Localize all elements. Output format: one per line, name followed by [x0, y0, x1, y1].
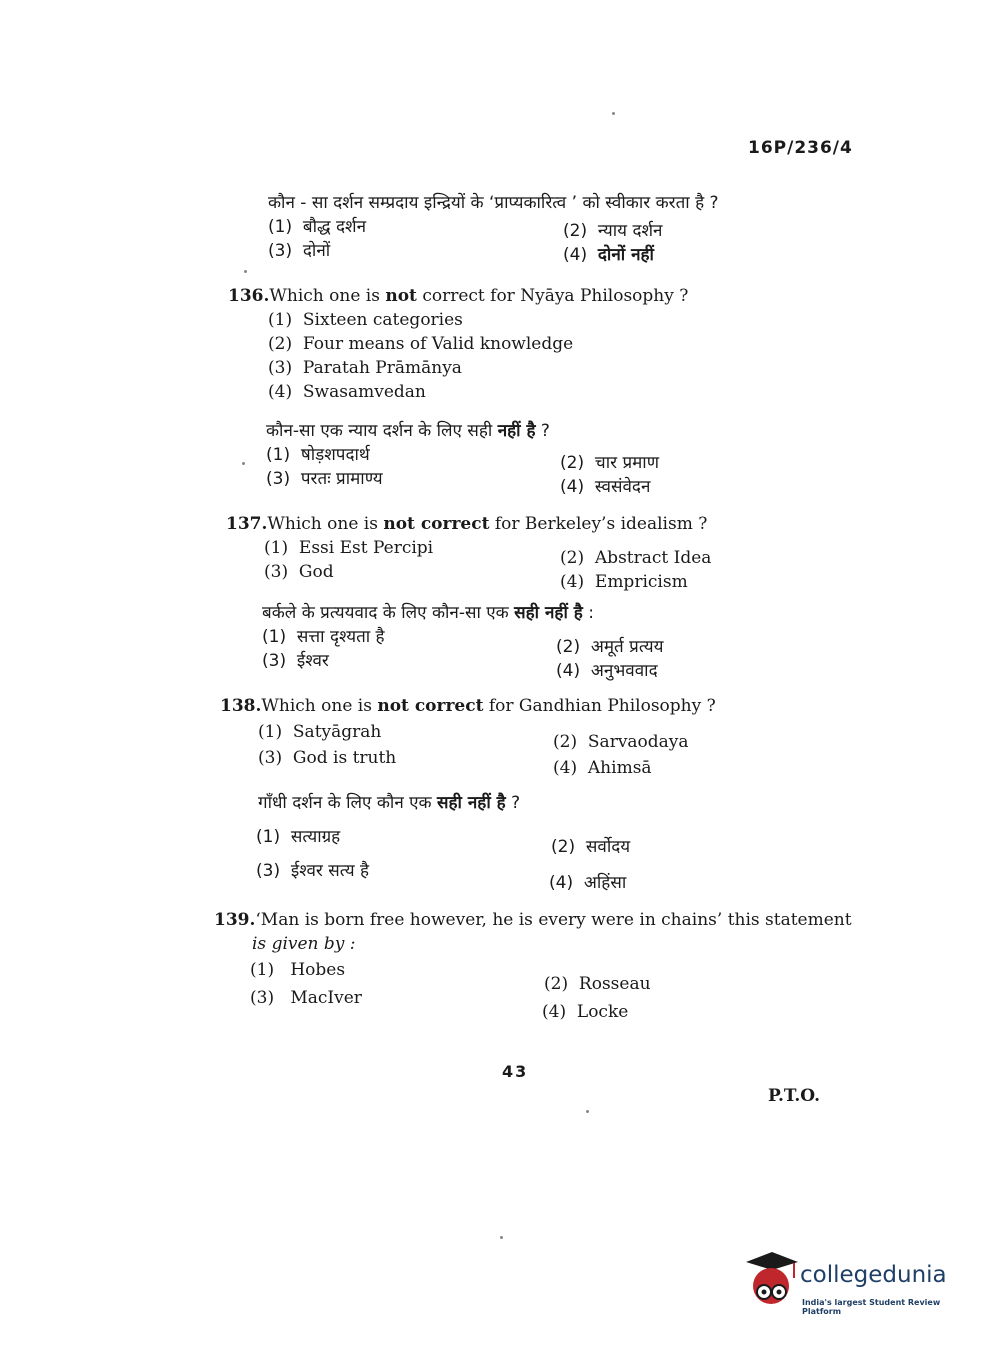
option-num: (2) — [556, 637, 581, 657]
q138-option-4 — [553, 758, 652, 778]
option-num: (4) — [553, 758, 578, 778]
option-num: (3) — [256, 861, 281, 881]
q137-option-3 — [264, 562, 334, 582]
question-emphasis: सही नहीं है — [437, 793, 506, 813]
q138-hindi-option-3 — [256, 858, 369, 881]
option-text: ईश्वर सत्य है — [290, 861, 369, 881]
q137-option-1 — [264, 538, 433, 558]
q135-hindi-option-3 — [268, 238, 330, 261]
option-text: Hobes — [290, 960, 346, 980]
option-num: (2) — [544, 974, 569, 994]
question-text: गाँधी दर्शन के लिए कौन एक — [258, 793, 438, 813]
option-text: सर्वोदय — [585, 837, 631, 857]
q138-question — [220, 696, 716, 716]
option-num: (2) — [563, 221, 588, 241]
q135-hindi-option-1 — [268, 214, 366, 237]
option-num: (4) — [542, 1002, 567, 1022]
option-num: (1) — [256, 827, 281, 847]
question-number: 138. — [220, 696, 262, 716]
question-text: Which one is — [261, 696, 378, 716]
option-num: (2) — [268, 334, 293, 354]
option-text: Empricism — [594, 572, 688, 592]
question-emphasis: नहीं है — [497, 421, 536, 441]
q136-hindi-option-2 — [560, 450, 659, 473]
pto-label: P.T.O. — [768, 1086, 820, 1106]
option-num: (3) — [268, 241, 293, 261]
question-text: ‘Man is born free however, he is every were in chains’ this statement — [255, 910, 852, 930]
q138-option-1 — [258, 722, 381, 742]
option-num: (3) — [266, 469, 291, 489]
question-text: for Gandhian Philosophy ? — [483, 696, 716, 716]
q136-question — [228, 286, 688, 306]
page-number: 43 — [502, 1062, 529, 1081]
option-text: Rosseau — [578, 974, 651, 994]
q139-option-4 — [542, 1002, 628, 1022]
question-text: ? — [505, 793, 521, 813]
option-num: (3) — [262, 651, 287, 671]
option-text: ईश्वर — [296, 651, 329, 671]
q135-hindi-option-4 — [563, 242, 654, 265]
question-emphasis: not correct — [383, 514, 490, 534]
option-num: (2) — [551, 837, 576, 857]
option-num: (3) — [268, 358, 293, 378]
question-text: Which one is — [267, 514, 384, 534]
option-num: (1) — [258, 722, 283, 742]
question-text: ? — [535, 421, 550, 441]
q138-hindi-option-4 — [549, 870, 626, 893]
paper-code: 16P/236/4 — [748, 138, 853, 158]
option-num: (1) — [266, 445, 291, 465]
option-text: स्वसंवेदन — [594, 477, 651, 497]
option-text: सत्याग्रह — [290, 827, 341, 847]
q136-hindi-option-1 — [266, 442, 370, 465]
option-text: दोनों नहीं — [597, 245, 654, 265]
option-num: (1) — [264, 538, 289, 558]
option-text: चार प्रमाण — [594, 453, 659, 473]
q137-option-2 — [560, 548, 711, 568]
q137-question — [226, 514, 707, 534]
q138-hindi-option-1 — [256, 824, 340, 847]
option-num: (4) — [549, 873, 574, 893]
option-num: (3) — [258, 748, 283, 768]
question-number: 136. — [228, 286, 270, 306]
question-text: Which one is — [269, 286, 386, 306]
question-text: for Berkeley’s idealism ? — [489, 514, 708, 534]
collegedunia-logo — [742, 1248, 972, 1318]
option-text: MacIver — [290, 988, 362, 1008]
option-text: God — [298, 562, 334, 582]
question-emphasis: not — [385, 286, 417, 306]
q136-option-2 — [268, 334, 573, 354]
question-number: 139. — [214, 910, 256, 930]
question-emphasis: not correct — [377, 696, 484, 716]
option-num: (2) — [560, 548, 585, 568]
q138-option-3 — [258, 748, 396, 768]
q135-hindi-question: कौन - सा दर्शन सम्प्रदाय इन्द्रियों के ‘प्राप्यकारित्व ’ को स्वीकार करता है ? — [268, 193, 719, 213]
scan-speck — [586, 1110, 589, 1113]
q139-question-line2: is given by : — [252, 934, 356, 954]
logo-wordmark: collegedunia — [800, 1262, 947, 1288]
option-text: षोड़शपदार्थ — [300, 445, 370, 465]
option-text: परतः प्रामाण्य — [300, 469, 383, 489]
option-text: अहिंसा — [583, 873, 627, 893]
option-text: Essi Est Percipi — [298, 538, 434, 558]
option-text: दोनों — [302, 241, 331, 261]
q137-hindi-question — [262, 600, 594, 623]
option-text: Swasamvedan — [302, 382, 426, 402]
question-text: : — [582, 603, 594, 623]
option-num: (1) — [262, 627, 287, 647]
q136-hindi-option-3 — [266, 466, 383, 489]
option-text: God is truth — [292, 748, 397, 768]
q135-hindi-option-2 — [563, 218, 662, 241]
option-text: Sarvaodaya — [587, 732, 689, 752]
option-text: Abstract Idea — [594, 548, 712, 568]
option-num: (3) — [250, 988, 275, 1008]
option-num: (1) — [250, 960, 275, 980]
q136-option-3 — [268, 358, 462, 378]
q139-option-2 — [544, 974, 651, 994]
question-text: बर्कले के प्रत्ययवाद के लिए कौन-सा एक — [262, 603, 515, 623]
option-num: (2) — [553, 732, 578, 752]
q139-option-3 — [250, 988, 362, 1008]
question-emphasis: सही नहीं है — [514, 603, 583, 623]
option-text: Paratah Prāmānya — [302, 358, 462, 378]
option-text: Four means of Valid knowledge — [302, 334, 574, 354]
option-num: (4) — [268, 382, 293, 402]
option-text: न्याय दर्शन — [597, 221, 663, 241]
option-text: अनुभववाद — [590, 661, 658, 681]
option-text: सत्ता दृश्यता है — [296, 627, 385, 647]
q137-hindi-option-3 — [262, 648, 329, 671]
q137-hindi-option-1 — [262, 624, 385, 647]
q136-hindi-option-4 — [560, 474, 650, 497]
q138-option-2 — [553, 732, 689, 752]
option-text: Satyāgrah — [292, 722, 382, 742]
option-num: (4) — [556, 661, 581, 681]
option-text: Locke — [576, 1002, 629, 1022]
option-num: (1) — [268, 217, 293, 237]
mascot-icon — [742, 1248, 800, 1310]
option-text: बौद्ध दर्शन — [302, 217, 367, 237]
option-text: Sixteen categories — [302, 310, 463, 330]
q136-hindi-question — [266, 418, 550, 441]
option-num: (1) — [268, 310, 293, 330]
scan-speck — [612, 112, 615, 115]
option-text: अमूर्त प्रत्यय — [590, 637, 664, 657]
option-text: Ahimsā — [587, 758, 652, 778]
q139-option-1 — [250, 960, 345, 980]
option-num: (3) — [264, 562, 289, 582]
option-num: (4) — [560, 572, 585, 592]
q136-option-1 — [268, 310, 463, 330]
q138-hindi-option-2 — [551, 834, 630, 857]
q137-hindi-option-4 — [556, 658, 658, 681]
logo-tagline: India's largest Student Review Platform — [802, 1298, 941, 1316]
scan-speck — [500, 1236, 503, 1239]
q138-hindi-question — [258, 790, 520, 813]
q136-option-4 — [268, 382, 426, 402]
scan-speck — [244, 270, 247, 273]
scan-speck — [242, 462, 245, 465]
option-num: (4) — [560, 477, 585, 497]
q137-option-4 — [560, 572, 688, 592]
q139-question — [214, 910, 852, 930]
question-number: 137. — [226, 514, 268, 534]
question-text: कौन-सा एक न्याय दर्शन के लिए सही — [266, 421, 498, 441]
question-text: correct for Nyāya Philosophy ? — [416, 286, 689, 306]
q137-hindi-option-2 — [556, 634, 663, 657]
option-num: (4) — [563, 245, 588, 265]
option-num: (2) — [560, 453, 585, 473]
